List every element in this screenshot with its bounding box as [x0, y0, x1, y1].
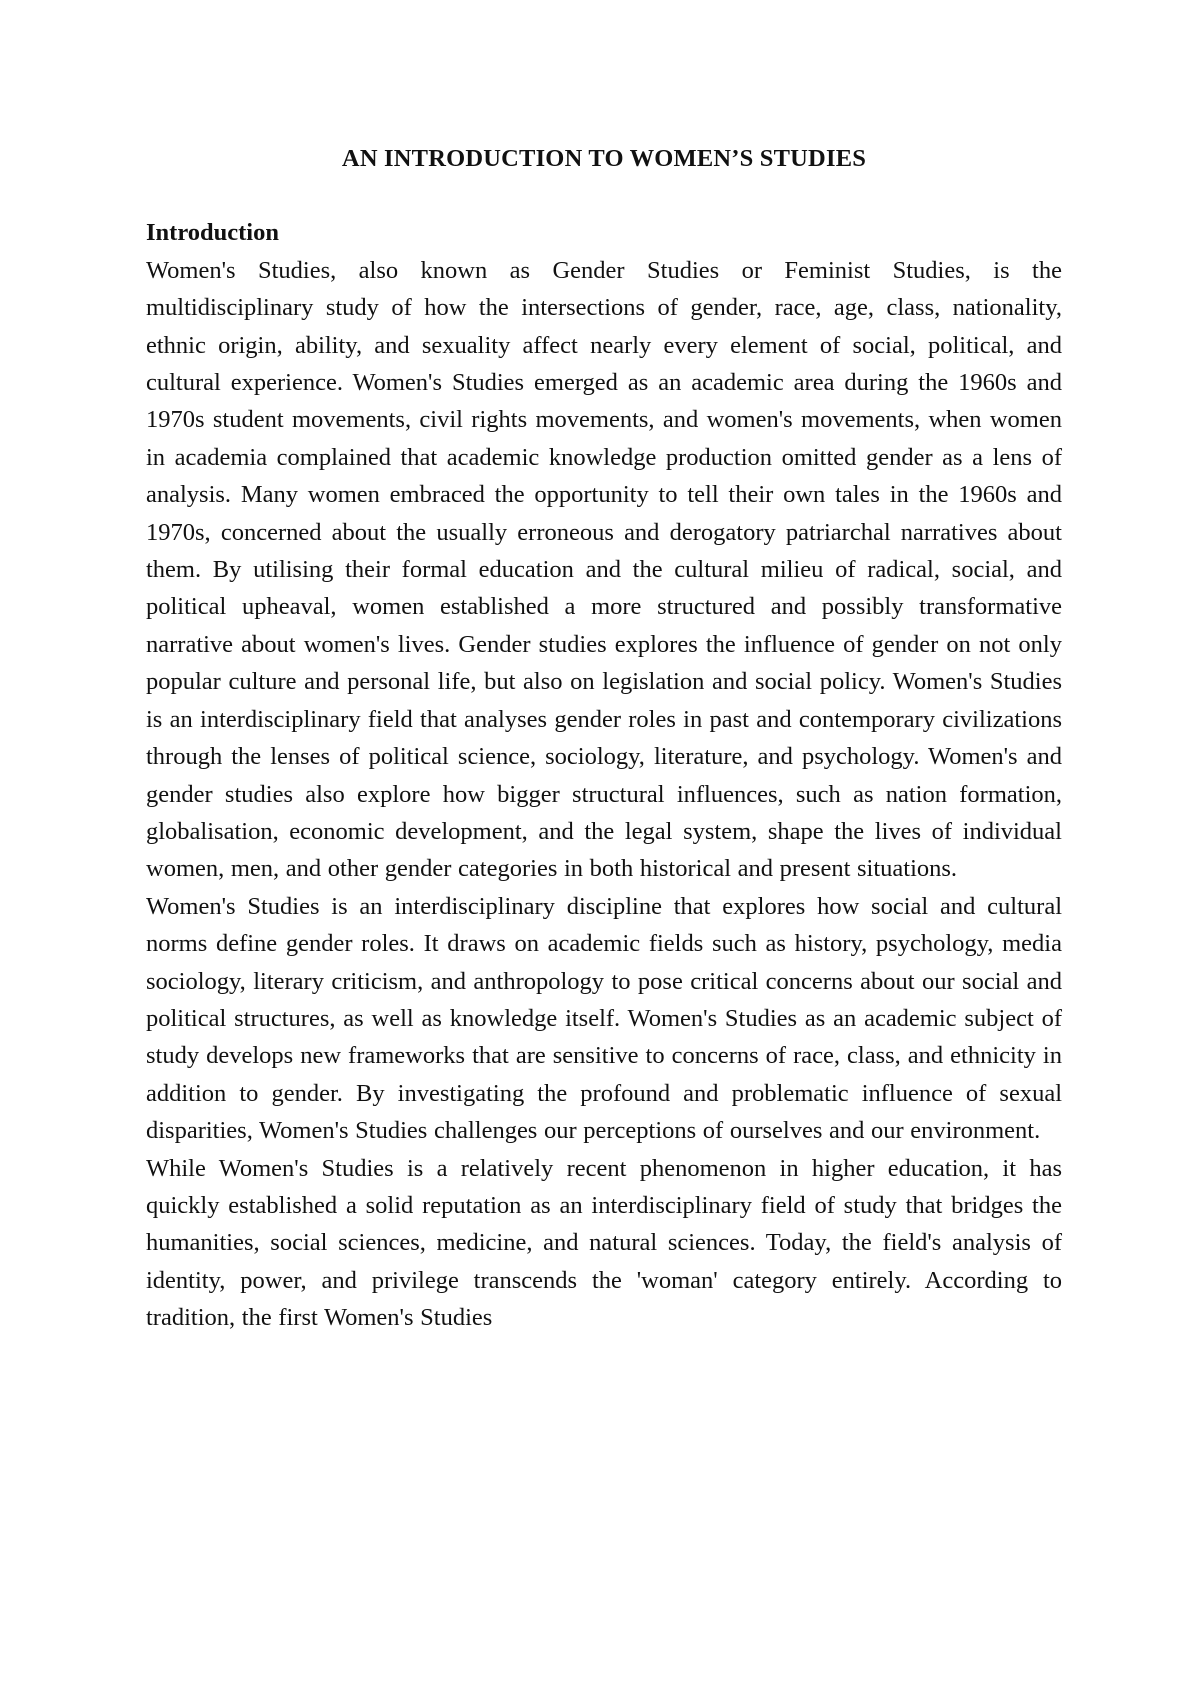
section-heading-introduction: Introduction [146, 219, 279, 247]
page-title: AN INTRODUCTION TO WOMEN’S STUDIES [341, 145, 867, 172]
document-body [146, 140, 1062, 1337]
paragraph-1: Women's Studies, also known as Gender Studies or Feminist Studies, is the multidisciplinary study of how the intersections of gender, race, age, class, nationality, ethnic origin, ability, and sexuality affect nearly every element of social, political, and cultural experience. Women's Studies emerged as an academic area during the 1960s and 1970s student movements, civil rights movements, and women's movements, when women in academia complained that academic knowledge production omitted gender as a lens of analysis. Many women embraced the opportunity to tell their own tales in the 1960s and 1970s, concerned about the usually erroneous and derogatory patriarchal narratives about them. By utilising their formal education and the cultural milieu of radical, social, and political upheaval, women established a more structured and possibly transformative narrative about women's lives. Gender studies explores the influence of gender on not only popular culture and personal life, but also on legislation and social policy. Women's Studies is an interdisciplinary field that analyses gender roles in past and contemporary civilizations through the lenses of political science, sociology, literature, and psychology. Women's and gender studies also explore how bigger structural influences, such as nation formation, globalisation, economic development, and the legal system, shape the lives of individual women, men, and other gender categories in both historical and present situations. [146, 256, 1062, 883]
paragraph-2: Women's Studies is an interdisciplinary discipline that explores how social and cultural norms define gender roles. It draws on academic fields such as history, psychology, media sociology, literary criticism, and anthropology to pose critical concerns about our social and political structures, as well as knowledge itself. Women's Studies as an academic subject of study develops new frameworks that are sensitive to concerns of race, class, and ethnicity in addition to gender. By investigating the profound and problematic influence of sexual disparities, Women's Studies challenges our perceptions of ourselves and our environment. [146, 892, 1062, 1145]
paragraph-3: While Women's Studies is a relatively recent phenomenon in higher education, it has quickly established a solid reputation as an interdisciplinary field of study that bridges the humanities, social sciences, medicine, and natural sciences. Today, the field's analysis of identity, power, and privilege transcends the 'woman' category entirely. According to tradition, the first Women's Studies [146, 1154, 1062, 1332]
